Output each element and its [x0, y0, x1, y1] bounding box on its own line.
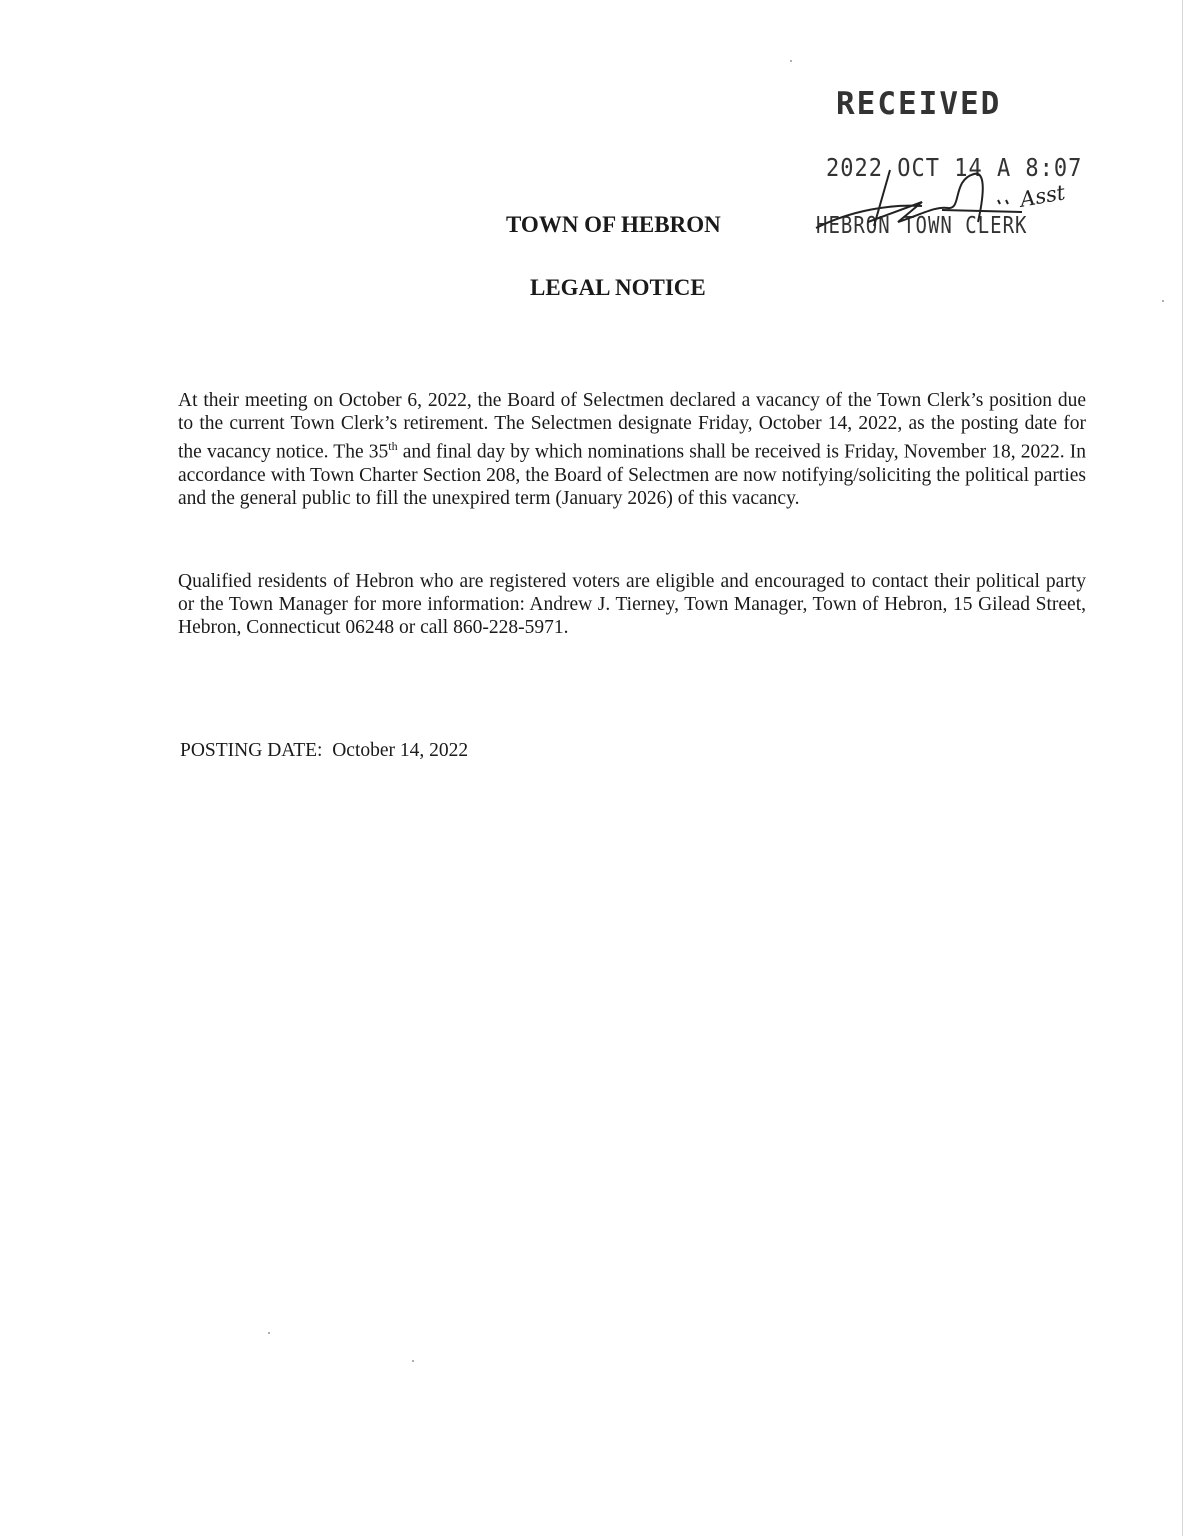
- stamp-datetime: 2022 OCT 14 A 8:07: [826, 154, 1083, 183]
- town-heading: TOWN OF HEBRON: [506, 212, 721, 237]
- posting-date-label: POSTING DATE:: [180, 740, 323, 761]
- scan-speck: [1162, 300, 1164, 302]
- notice-paragraph-2: Qualified residents of Hebron who are registered voters are eligible and encouraged to contact their political party or the Town Manager for more information: Andrew J. Tierney, Town Manager, Town of Hebron, 15 Gilead Street, Hebron, Connecticut 06248 or call 860-228-5971.: [178, 571, 1086, 638]
- paragraph-text: At their meeting on October 6, 2022, the Board of Selectmen declared a vacancy of the Town Clerk’s position due to the current Town Clerk’s retirement. The Selectmen designate Friday, October 14, 2022, as the posting date for the vacancy notice. The 35: [178, 390, 1086, 463]
- notice-heading: LEGAL NOTICE: [530, 275, 706, 300]
- scan-edge: [1182, 0, 1183, 1536]
- received-stamp: RECEIVED: [836, 86, 1002, 122]
- stamp-office: HEBRON TOWN CLERK: [816, 212, 1028, 240]
- ordinal-suffix: th: [388, 439, 398, 453]
- scan-speck: [790, 60, 792, 62]
- stamp-annotation: Asst: [1018, 180, 1067, 212]
- paragraph-text: and final day by which nominations shall be received is Friday, November 18, 2022. In accordance with Town Charter Section 208, the Board of Selectmen are now notifying/soliciting the political parties and the general public to fill the unexpired term (January 2026) of this vacancy.: [178, 441, 1086, 509]
- signature-icon: [812, 160, 1042, 240]
- posting-date-line: [180, 740, 468, 762]
- scan-speck: [268, 1332, 270, 1334]
- scan-speck: [412, 1360, 414, 1362]
- notice-paragraph-1: [178, 389, 1086, 510]
- posting-date-value: October 14, 2022: [332, 740, 469, 761]
